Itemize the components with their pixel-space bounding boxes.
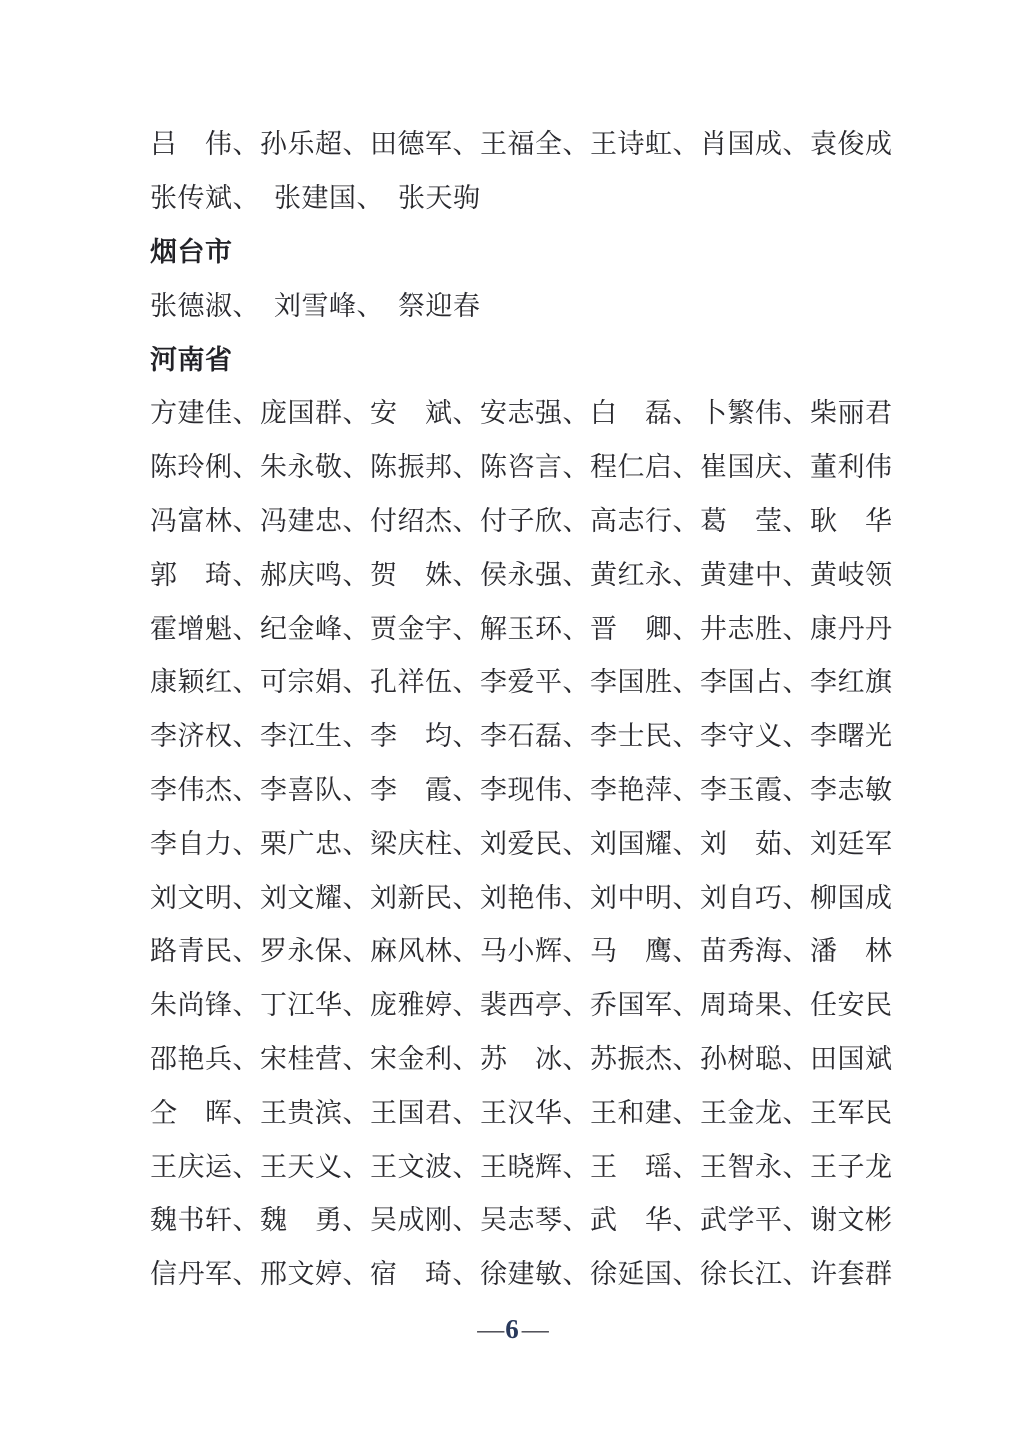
name-separator: 、 [782, 129, 810, 160]
name-separator: 、 [342, 129, 370, 160]
name-item: 吴成刚、 [370, 1205, 480, 1236]
name-item: 王贵滨、 [260, 1097, 370, 1128]
name-item: 柴丽君 [810, 398, 893, 429]
name-separator: 、 [232, 1097, 260, 1128]
name-separator: 、 [782, 1205, 810, 1236]
name-separator: 、 [452, 559, 480, 590]
name-separator: 、 [232, 990, 260, 1021]
name-separator: 、 [562, 613, 590, 644]
name-item: 黄岐领 [810, 559, 893, 590]
name-item: 苏 冰、 [480, 1043, 590, 1074]
name-separator: 、 [672, 774, 700, 805]
name-item: 康颖红、 [150, 667, 260, 698]
name-separator: 、 [232, 936, 260, 967]
name-item: 刘新民、 [370, 882, 480, 913]
name-item: 信丹军、 [150, 1259, 260, 1290]
name-item: 郭 琦、 [150, 559, 260, 590]
name-item: 张德淑、 [150, 290, 260, 321]
name-item: 刘文耀、 [260, 882, 370, 913]
name-item: 李济权、 [150, 721, 260, 752]
name-separator: 、 [452, 667, 480, 698]
name-separator: 、 [672, 398, 700, 429]
name-line [150, 1086, 893, 1140]
name-item: 邵艳兵、 [150, 1043, 260, 1074]
name-item: 李玉霞、 [700, 774, 810, 805]
name-item: 谢文彬 [810, 1205, 893, 1236]
page-footer [0, 1316, 1024, 1343]
name-separator: 、 [562, 828, 590, 859]
name-separator: 、 [232, 559, 260, 590]
name-separator: 、 [452, 398, 480, 429]
name-item: 冯建忠、 [260, 505, 370, 536]
name-line [150, 1140, 893, 1194]
name-separator: 、 [232, 774, 260, 805]
name-separator: 、 [782, 505, 810, 536]
name-separator: 、 [342, 882, 370, 913]
name-item: 吕 伟、 [150, 129, 260, 160]
name-line [150, 495, 893, 549]
name-item: 裴西亭、 [480, 990, 590, 1021]
name-item: 李志敏 [810, 774, 893, 805]
name-item: 张天驹 [398, 183, 481, 214]
name-line [150, 118, 893, 172]
name-item: 王智永、 [700, 1151, 810, 1182]
name-item: 武 华、 [590, 1205, 700, 1236]
name-separator: 、 [232, 129, 260, 160]
footer-right-dash: — [521, 1314, 547, 1344]
name-item: 王 瑶、 [590, 1151, 700, 1182]
name-item: 刘雪峰、 [274, 290, 384, 321]
name-line [150, 817, 893, 871]
name-separator: 、 [672, 936, 700, 967]
name-item: 庞国群、 [260, 398, 370, 429]
name-item: 王军民 [810, 1097, 893, 1128]
name-separator: 、 [672, 1151, 700, 1182]
name-item: 朱尚锋、 [150, 990, 260, 1021]
section-header: 烟台市 [150, 236, 233, 267]
name-separator: 、 [452, 774, 480, 805]
name-item: 祭迎春 [398, 290, 481, 321]
name-separator: 、 [672, 1205, 700, 1236]
name-separator: 、 [562, 505, 590, 536]
name-item: 朱永敬、 [260, 452, 370, 483]
name-item: 乔国军、 [590, 990, 700, 1021]
name-separator: 、 [342, 398, 370, 429]
name-item: 李自力、 [150, 828, 260, 859]
name-separator: 、 [452, 1259, 480, 1290]
name-item: 王诗虹、 [590, 129, 700, 160]
name-item: 冯富林、 [150, 505, 260, 536]
name-separator: 、 [342, 936, 370, 967]
name-separator: 、 [672, 505, 700, 536]
name-separator: 、 [782, 452, 810, 483]
name-item: 吴志琴、 [480, 1205, 590, 1236]
section-header: 河南省 [150, 344, 233, 375]
name-item: 晋 卿、 [590, 613, 700, 644]
name-item: 李伟杰、 [150, 774, 260, 805]
name-item: 王福全、 [480, 129, 590, 160]
name-separator: 、 [782, 936, 810, 967]
name-item: 白 磊、 [590, 398, 700, 429]
name-separator: 、 [232, 452, 260, 483]
name-separator: 、 [452, 505, 480, 536]
name-item: 张传斌、 [150, 183, 260, 214]
name-item: 李红旗 [810, 667, 893, 698]
name-item: 宋桂营、 [260, 1043, 370, 1074]
name-item: 张建国、 [274, 183, 384, 214]
name-item: 王子龙 [810, 1151, 893, 1182]
name-separator: 、 [342, 1205, 370, 1236]
name-item: 李艳萍、 [590, 774, 700, 805]
name-item: 王国君、 [370, 1097, 480, 1128]
name-separator: 、 [782, 990, 810, 1021]
name-separator: 、 [232, 667, 260, 698]
name-item: 王文波、 [370, 1151, 480, 1182]
name-item: 田国斌 [810, 1043, 893, 1074]
name-separator: 、 [232, 882, 260, 913]
name-item: 王和建、 [590, 1097, 700, 1128]
name-item: 孙乐超、 [260, 129, 370, 160]
name-separator: 、 [782, 721, 810, 752]
name-separator: 、 [232, 1259, 260, 1290]
name-item: 刘 茹、 [700, 828, 810, 859]
name-separator: 、 [232, 505, 260, 536]
name-separator: 、 [232, 1205, 260, 1236]
name-item: 邢文婷、 [260, 1259, 370, 1290]
name-item: 李国胜、 [590, 667, 700, 698]
name-item: 李现伟、 [480, 774, 590, 805]
name-separator: 、 [672, 129, 700, 160]
name-item: 袁俊成 [810, 129, 893, 160]
name-item: 苏振杰、 [590, 1043, 700, 1074]
name-item: 霍增魁、 [150, 613, 260, 644]
name-item: 麻风林、 [370, 936, 480, 967]
name-separator: 、 [342, 828, 370, 859]
name-separator: 、 [562, 452, 590, 483]
name-separator: 、 [342, 721, 370, 752]
name-item: 李士民、 [590, 721, 700, 752]
name-separator: 、 [562, 559, 590, 590]
name-item: 魏 勇、 [260, 1205, 370, 1236]
name-item: 郝庆鸣、 [260, 559, 370, 590]
name-separator: 、 [782, 559, 810, 590]
name-item: 纪金峰、 [260, 613, 370, 644]
name-separator: 、 [452, 721, 480, 752]
name-item: 苗秀海、 [700, 936, 810, 967]
name-item: 可宗娟、 [260, 667, 370, 698]
name-item: 王金龙、 [700, 1097, 810, 1128]
name-item: 陈玲俐、 [150, 452, 260, 483]
name-item: 孔祥伍、 [370, 667, 480, 698]
name-line [150, 1194, 893, 1248]
name-separator: 、 [782, 1097, 810, 1128]
name-item: 周琦果、 [700, 990, 810, 1021]
name-separator: 、 [452, 1097, 480, 1128]
name-line [150, 1248, 893, 1302]
name-item: 刘廷军 [810, 828, 893, 859]
name-separator: 、 [672, 559, 700, 590]
name-line [150, 441, 893, 495]
name-item: 马小辉、 [480, 936, 590, 967]
name-separator: 、 [782, 667, 810, 698]
name-item: 肖国成、 [700, 129, 810, 160]
name-item: 刘自巧、 [700, 882, 810, 913]
name-separator: 、 [232, 721, 260, 752]
name-separator: 、 [232, 183, 260, 214]
name-line [150, 172, 856, 226]
name-item: 贾金宇、 [370, 613, 480, 644]
name-separator: 、 [452, 990, 480, 1021]
name-line [150, 548, 893, 602]
name-separator: 、 [672, 452, 700, 483]
name-separator: 、 [782, 828, 810, 859]
name-separator: 、 [782, 1259, 810, 1290]
name-item: 安 斌、 [370, 398, 480, 429]
name-separator: 、 [782, 398, 810, 429]
name-separator: 、 [342, 990, 370, 1021]
name-separator: 、 [452, 452, 480, 483]
name-item: 王天义、 [260, 1151, 370, 1182]
name-line [150, 871, 893, 925]
name-separator: 、 [452, 613, 480, 644]
name-item: 田德军、 [370, 129, 480, 160]
name-item: 徐建敏、 [480, 1259, 590, 1290]
name-item: 宿 琦、 [370, 1259, 480, 1290]
name-separator: 、 [562, 721, 590, 752]
name-item: 贺 姝、 [370, 559, 480, 590]
name-item: 罗永保、 [260, 936, 370, 967]
name-separator: 、 [672, 1043, 700, 1074]
name-item: 梁庆柱、 [370, 828, 480, 859]
document-body [150, 118, 893, 1302]
name-separator: 、 [562, 936, 590, 967]
name-item: 刘文明、 [150, 882, 260, 913]
name-separator: 、 [672, 613, 700, 644]
name-item: 李国占、 [700, 667, 810, 698]
name-separator: 、 [342, 774, 370, 805]
name-separator: 、 [452, 1205, 480, 1236]
name-separator: 、 [562, 882, 590, 913]
name-separator: 、 [342, 559, 370, 590]
name-item: 刘爱民、 [480, 828, 590, 859]
name-item: 马 鹰、 [590, 936, 700, 967]
name-item: 李 霞、 [370, 774, 480, 805]
name-item: 陈振邦、 [370, 452, 480, 483]
name-separator: 、 [232, 828, 260, 859]
name-item: 卜繁伟、 [700, 398, 810, 429]
name-item: 路青民、 [150, 936, 260, 967]
name-separator: 、 [342, 1097, 370, 1128]
name-item: 李江生、 [260, 721, 370, 752]
name-separator: 、 [782, 613, 810, 644]
name-item: 庞雅婷、 [370, 990, 480, 1021]
page-number: 6 [505, 1314, 519, 1344]
name-separator: 、 [232, 1151, 260, 1182]
name-item: 王晓辉、 [480, 1151, 590, 1182]
name-item: 付子欣、 [480, 505, 590, 536]
name-item: 康丹丹 [810, 613, 893, 644]
name-separator: 、 [342, 667, 370, 698]
name-item: 黄建中、 [700, 559, 810, 590]
name-item: 柳国成 [810, 882, 893, 913]
name-item: 丁江华、 [260, 990, 370, 1021]
name-item: 李石磊、 [480, 721, 590, 752]
name-line [150, 979, 893, 1033]
name-item: 高志行、 [590, 505, 700, 536]
name-separator: 、 [672, 721, 700, 752]
name-separator: 、 [452, 882, 480, 913]
name-separator: 、 [342, 1043, 370, 1074]
name-separator: 、 [672, 1097, 700, 1128]
name-item: 魏书轩、 [150, 1205, 260, 1236]
name-separator: 、 [782, 882, 810, 913]
name-separator: 、 [562, 774, 590, 805]
name-item: 李守义、 [700, 721, 810, 752]
name-separator: 、 [342, 505, 370, 536]
name-separator: 、 [342, 613, 370, 644]
name-separator: 、 [356, 290, 384, 321]
name-item: 董利伟 [810, 452, 893, 483]
name-separator: 、 [782, 1151, 810, 1182]
name-item: 徐长江、 [700, 1259, 810, 1290]
name-item: 安志强、 [480, 398, 590, 429]
name-item: 李喜队、 [260, 774, 370, 805]
name-line [150, 387, 893, 441]
name-line [150, 925, 893, 979]
name-line [150, 710, 893, 764]
name-item: 李爱平、 [480, 667, 590, 698]
name-item: 孙树聪、 [700, 1043, 810, 1074]
name-separator: 、 [672, 667, 700, 698]
name-item: 侯永强、 [480, 559, 590, 590]
name-item: 宋金利、 [370, 1043, 480, 1074]
name-separator: 、 [672, 1259, 700, 1290]
name-item: 栗广忠、 [260, 828, 370, 859]
name-item: 井志胜、 [700, 613, 810, 644]
name-separator: 、 [562, 667, 590, 698]
name-separator: 、 [452, 129, 480, 160]
name-item: 武学平、 [700, 1205, 810, 1236]
name-separator: 、 [782, 1043, 810, 1074]
name-item: 王庆运、 [150, 1151, 260, 1182]
name-item: 陈咨言、 [480, 452, 590, 483]
name-item: 刘艳伟、 [480, 882, 590, 913]
name-separator: 、 [452, 1043, 480, 1074]
name-separator: 、 [562, 1151, 590, 1182]
name-separator: 、 [452, 936, 480, 967]
name-item: 仝 晖、 [150, 1097, 260, 1128]
name-separator: 、 [672, 882, 700, 913]
name-separator: 、 [342, 1259, 370, 1290]
name-item: 黄红永、 [590, 559, 700, 590]
name-item: 徐延国、 [590, 1259, 700, 1290]
name-item: 李 均、 [370, 721, 480, 752]
name-separator: 、 [562, 1097, 590, 1128]
name-item: 潘 林 [810, 936, 893, 967]
name-item: 葛 莹、 [700, 505, 810, 536]
name-separator: 、 [562, 990, 590, 1021]
name-line [150, 656, 893, 710]
name-item: 李曙光 [810, 721, 893, 752]
name-separator: 、 [452, 1151, 480, 1182]
name-item: 解玉环、 [480, 613, 590, 644]
name-separator: 、 [232, 290, 260, 321]
name-item: 耿 华 [810, 505, 893, 536]
name-separator: 、 [232, 1043, 260, 1074]
name-separator: 、 [562, 1205, 590, 1236]
name-item: 程仁启、 [590, 452, 700, 483]
name-separator: 、 [232, 398, 260, 429]
name-item: 刘国耀、 [590, 828, 700, 859]
name-separator: 、 [562, 398, 590, 429]
name-item: 王汉华、 [480, 1097, 590, 1128]
name-separator: 、 [672, 828, 700, 859]
name-item: 任安民 [810, 990, 893, 1021]
name-separator: 、 [672, 990, 700, 1021]
name-item: 刘中明、 [590, 882, 700, 913]
name-item: 崔国庆、 [700, 452, 810, 483]
name-separator: 、 [342, 1151, 370, 1182]
name-line [150, 279, 856, 333]
name-line [150, 764, 893, 818]
name-separator: 、 [562, 1043, 590, 1074]
name-separator: 、 [232, 613, 260, 644]
name-line [150, 1033, 893, 1087]
name-separator: 、 [356, 183, 384, 214]
name-separator: 、 [452, 828, 480, 859]
footer-left-dash: — [477, 1314, 503, 1344]
name-separator: 、 [562, 129, 590, 160]
name-item: 付绍杰、 [370, 505, 480, 536]
name-separator: 、 [782, 774, 810, 805]
name-separator: 、 [342, 452, 370, 483]
name-item: 许套群 [810, 1259, 893, 1290]
name-line [150, 602, 893, 656]
name-separator: 、 [562, 1259, 590, 1290]
name-item: 方建佳、 [150, 398, 260, 429]
